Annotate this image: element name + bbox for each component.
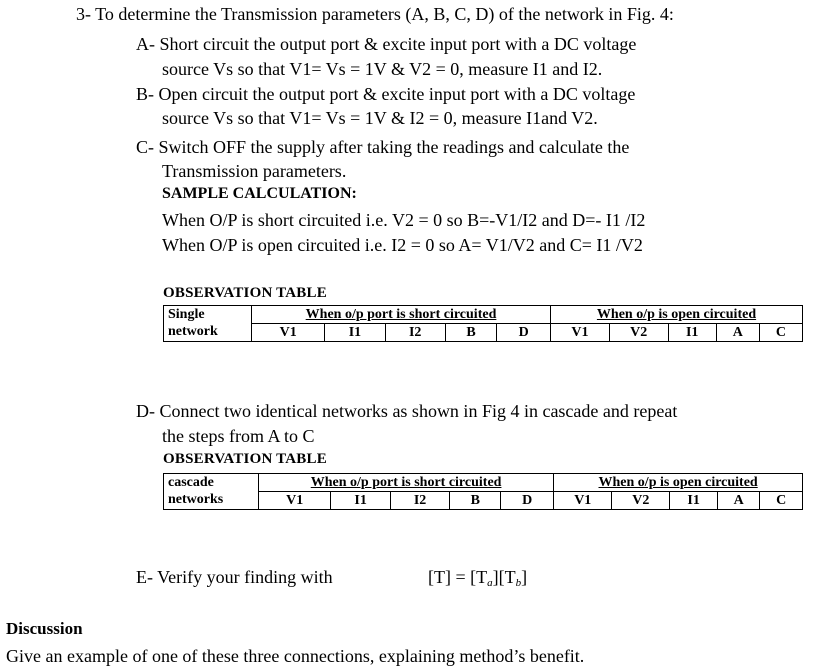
col-header: C [759,324,802,342]
col-header: C [760,492,803,510]
step-a-line1: A- Short circuit the output port & excite input port with a DC voltage [136,34,637,54]
col-header: I2 [390,492,449,510]
col-header: I1 [670,492,718,510]
group-short-circuit: When o/p port is short circuited [258,474,553,492]
step-b-line1: B- Open circuit the output port & excite input port with a DC voltage [136,84,636,104]
eq-left: [T] = [T [428,567,488,587]
observation-table-cascade [163,473,803,510]
row-label-cascade: cascade [164,474,259,492]
row-label-single: Single [164,306,252,324]
eq-right: ] [521,567,528,587]
observation-table-title-1: OBSERVATION TABLE [163,285,327,301]
col-header: I1 [668,324,716,342]
step-c-line2: Transmission parameters. [162,161,347,181]
verification-equation [428,566,527,594]
step-b-line2: source Vs so that V1= Vs = 1V & I2 = 0, measure I1and V2. [162,108,598,128]
col-header: V1 [258,492,330,510]
col-header: B [445,324,497,342]
observation-table-single [163,305,803,342]
col-header: V1 [554,492,612,510]
eq-mid: ][T [492,567,516,587]
discussion-text: Give an example of one of these three connections, explaining method’s benefit. [6,646,585,666]
eq-sub-b: b [515,577,522,589]
group-short-circuit: When o/p port is short circuited [252,306,551,324]
step-e-text: E- Verify your finding with [136,567,333,587]
group-open-circuit: When o/p is open circuited [551,306,803,324]
col-header: B [450,492,501,510]
calc-open-circuit: When O/P is open circuited i.e. I2 = 0 so A= V1/V2 and C= I1 /V2 [162,235,643,255]
step-d-line1: D- Connect two identical networks as shown in Fig 4 in cascade and repeat [136,401,678,421]
sample-calculation-title: SAMPLE CALCULATION: [162,185,357,202]
col-header: A [716,324,759,342]
col-header: D [497,324,551,342]
eq-sub-a: a [487,577,493,589]
observation-table-title-2: OBSERVATION TABLE [163,451,327,467]
section-heading: 3- To determine the Transmission parameters (A, B, C, D) of the network in Fig. 4: [76,4,674,24]
calc-short-circuit: When O/P is short circuited i.e. V2 = 0 so B=-V1/I2 and D=- I1 /I2 [162,210,646,230]
col-header: V2 [609,324,668,342]
group-open-circuit: When o/p is open circuited [554,474,803,492]
step-a-line2: source Vs so that V1= Vs = 1V & V2 = 0, measure I1 and I2. [162,59,603,79]
col-header: I1 [325,324,385,342]
col-header: A [717,492,759,510]
col-header: V1 [551,324,610,342]
col-header: V2 [612,492,670,510]
step-d-line2: the steps from A to C [162,426,315,446]
row-label-networks: networks [164,492,259,510]
col-header: I2 [385,324,445,342]
col-header: D [501,492,554,510]
step-c-line1: C- Switch OFF the supply after taking the readings and calculate the [136,137,630,157]
discussion-title: Discussion [6,619,83,638]
col-header: I1 [331,492,390,510]
row-label-network: network [164,324,252,342]
col-header: V1 [252,324,325,342]
